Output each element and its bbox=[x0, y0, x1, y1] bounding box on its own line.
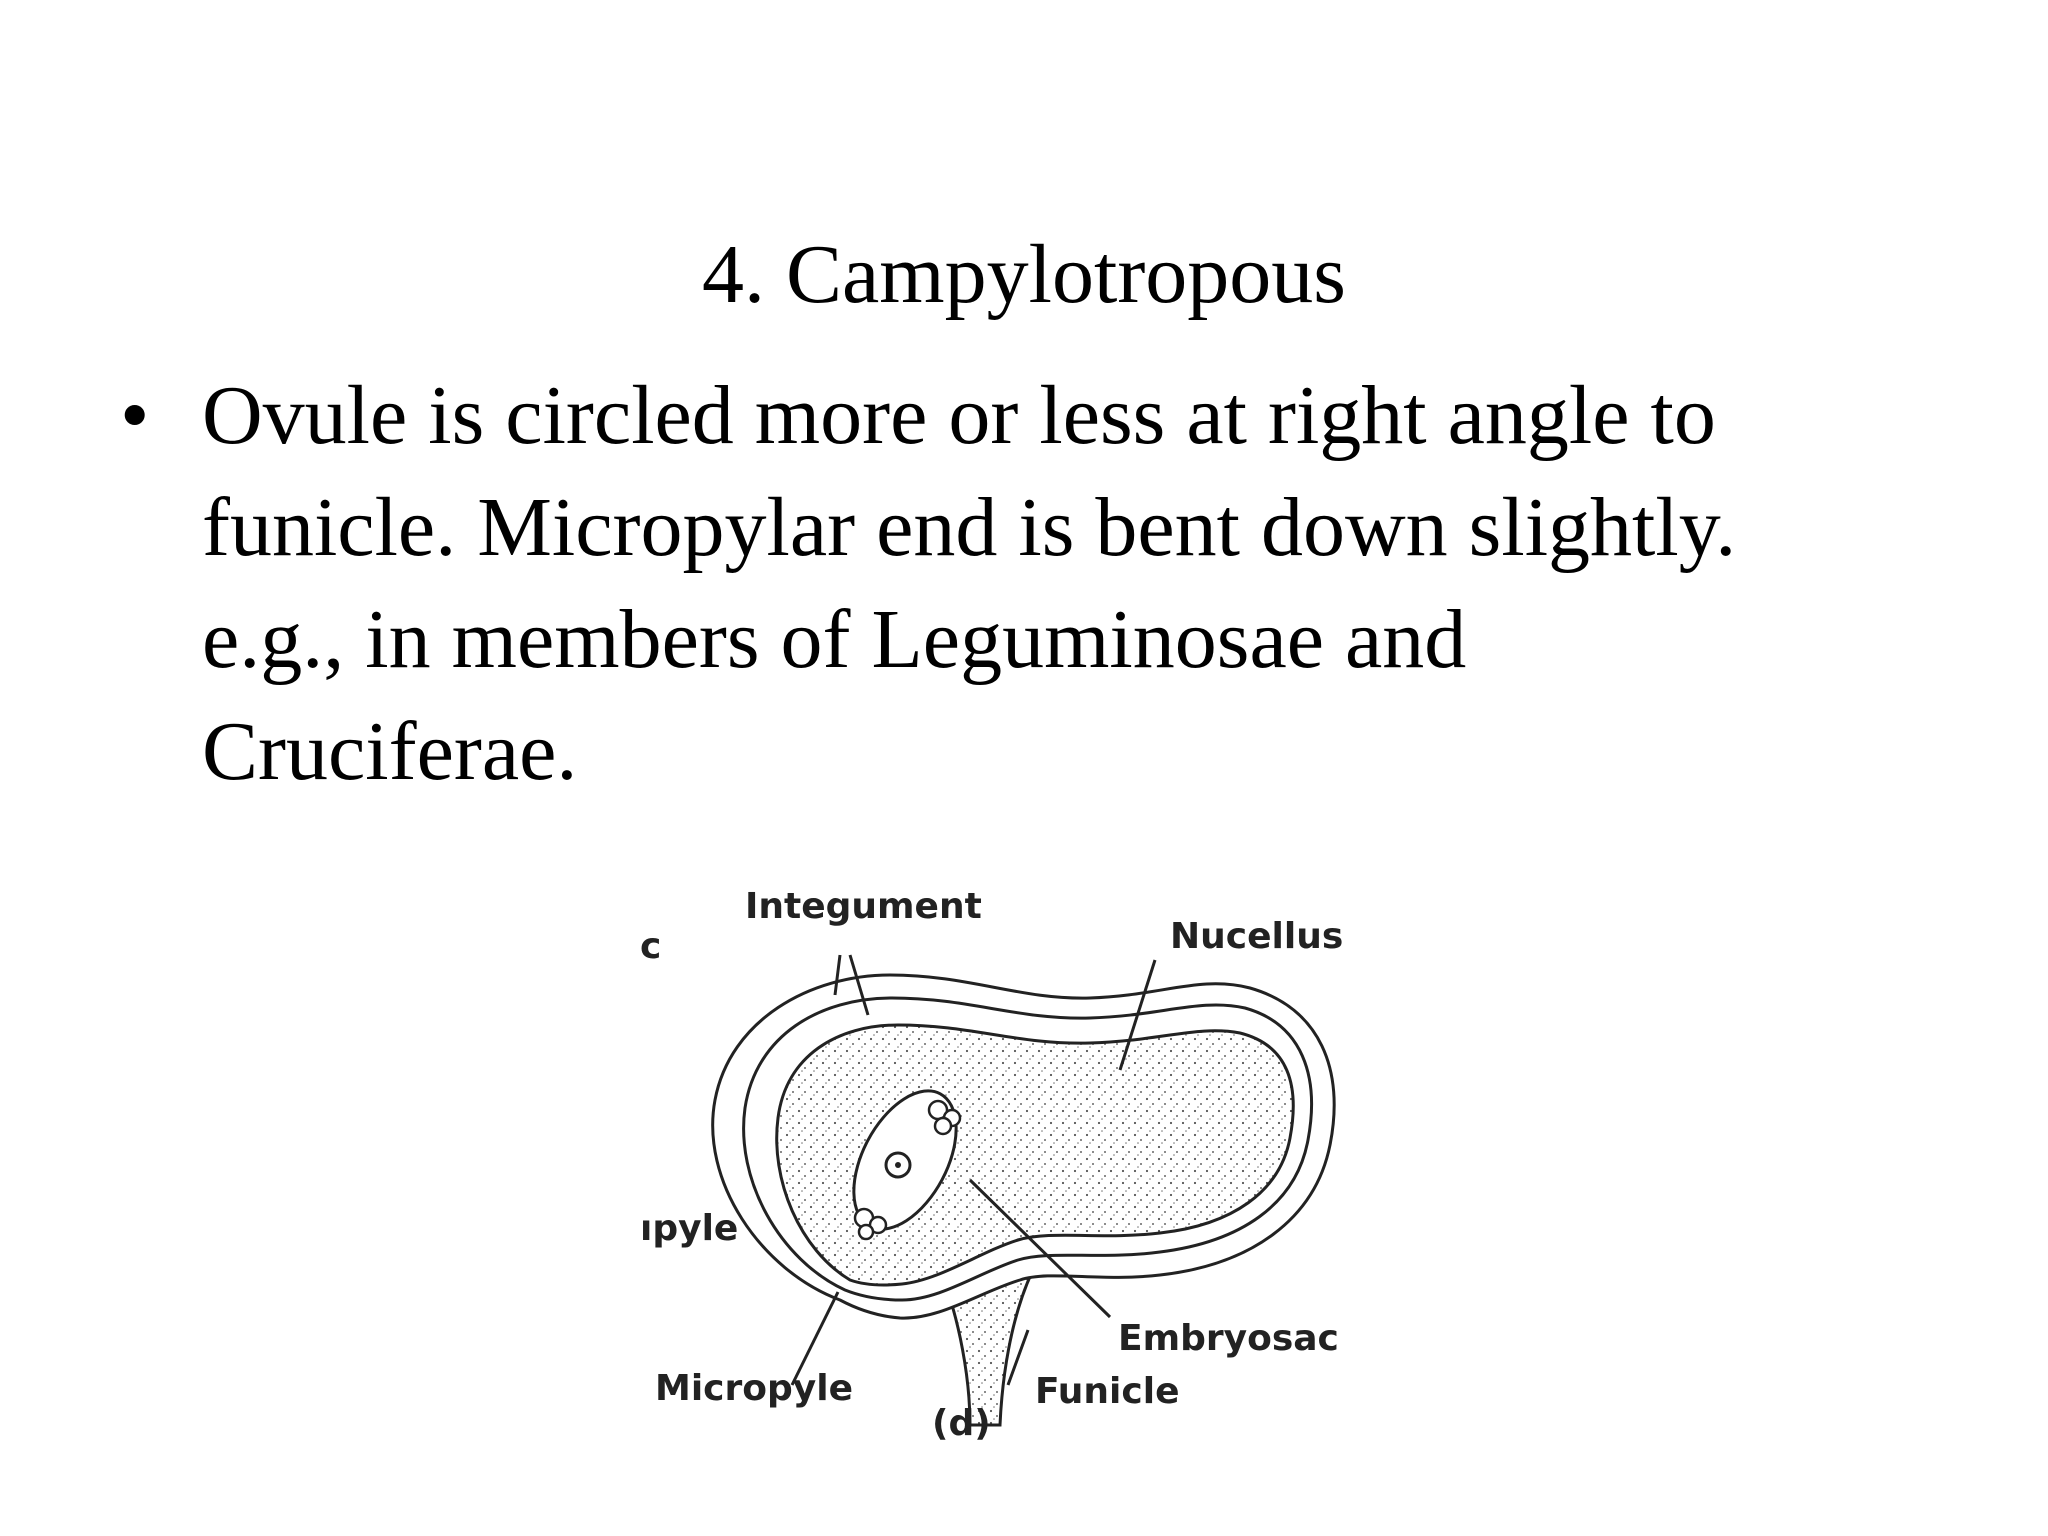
bullet-line-4: Cruciferae. bbox=[202, 705, 578, 798]
panel-label: (d) bbox=[932, 1403, 991, 1444]
embryosac-label: Embryosac bbox=[1118, 1318, 1339, 1359]
micropyle-label: Micropyle bbox=[655, 1368, 853, 1409]
ovule-diagram-svg bbox=[640, 880, 1360, 1460]
ovule-diagram bbox=[640, 880, 1360, 1460]
micropyle-cut-label: ıpyle bbox=[640, 1208, 739, 1249]
bullet-list bbox=[120, 360, 1940, 808]
bullet-marker: • bbox=[120, 369, 150, 462]
bullet-line-3: e.g., in members of Leguminosae and bbox=[202, 593, 1467, 686]
funicle-label: Funicle bbox=[1035, 1371, 1180, 1412]
nucellus-label: Nucellus bbox=[1170, 916, 1344, 957]
left-fragment-label: c bbox=[640, 926, 662, 967]
bullet-line-2: funicle. Micropylar end is bent down slightly. bbox=[202, 481, 1737, 574]
bullet-item bbox=[120, 360, 1940, 808]
slide-title: 4. Campylotropous bbox=[702, 228, 1346, 321]
integument-label: Integument bbox=[745, 886, 982, 927]
bullet-line-1: Ovule is circled more or less at right angle to bbox=[202, 369, 1716, 462]
